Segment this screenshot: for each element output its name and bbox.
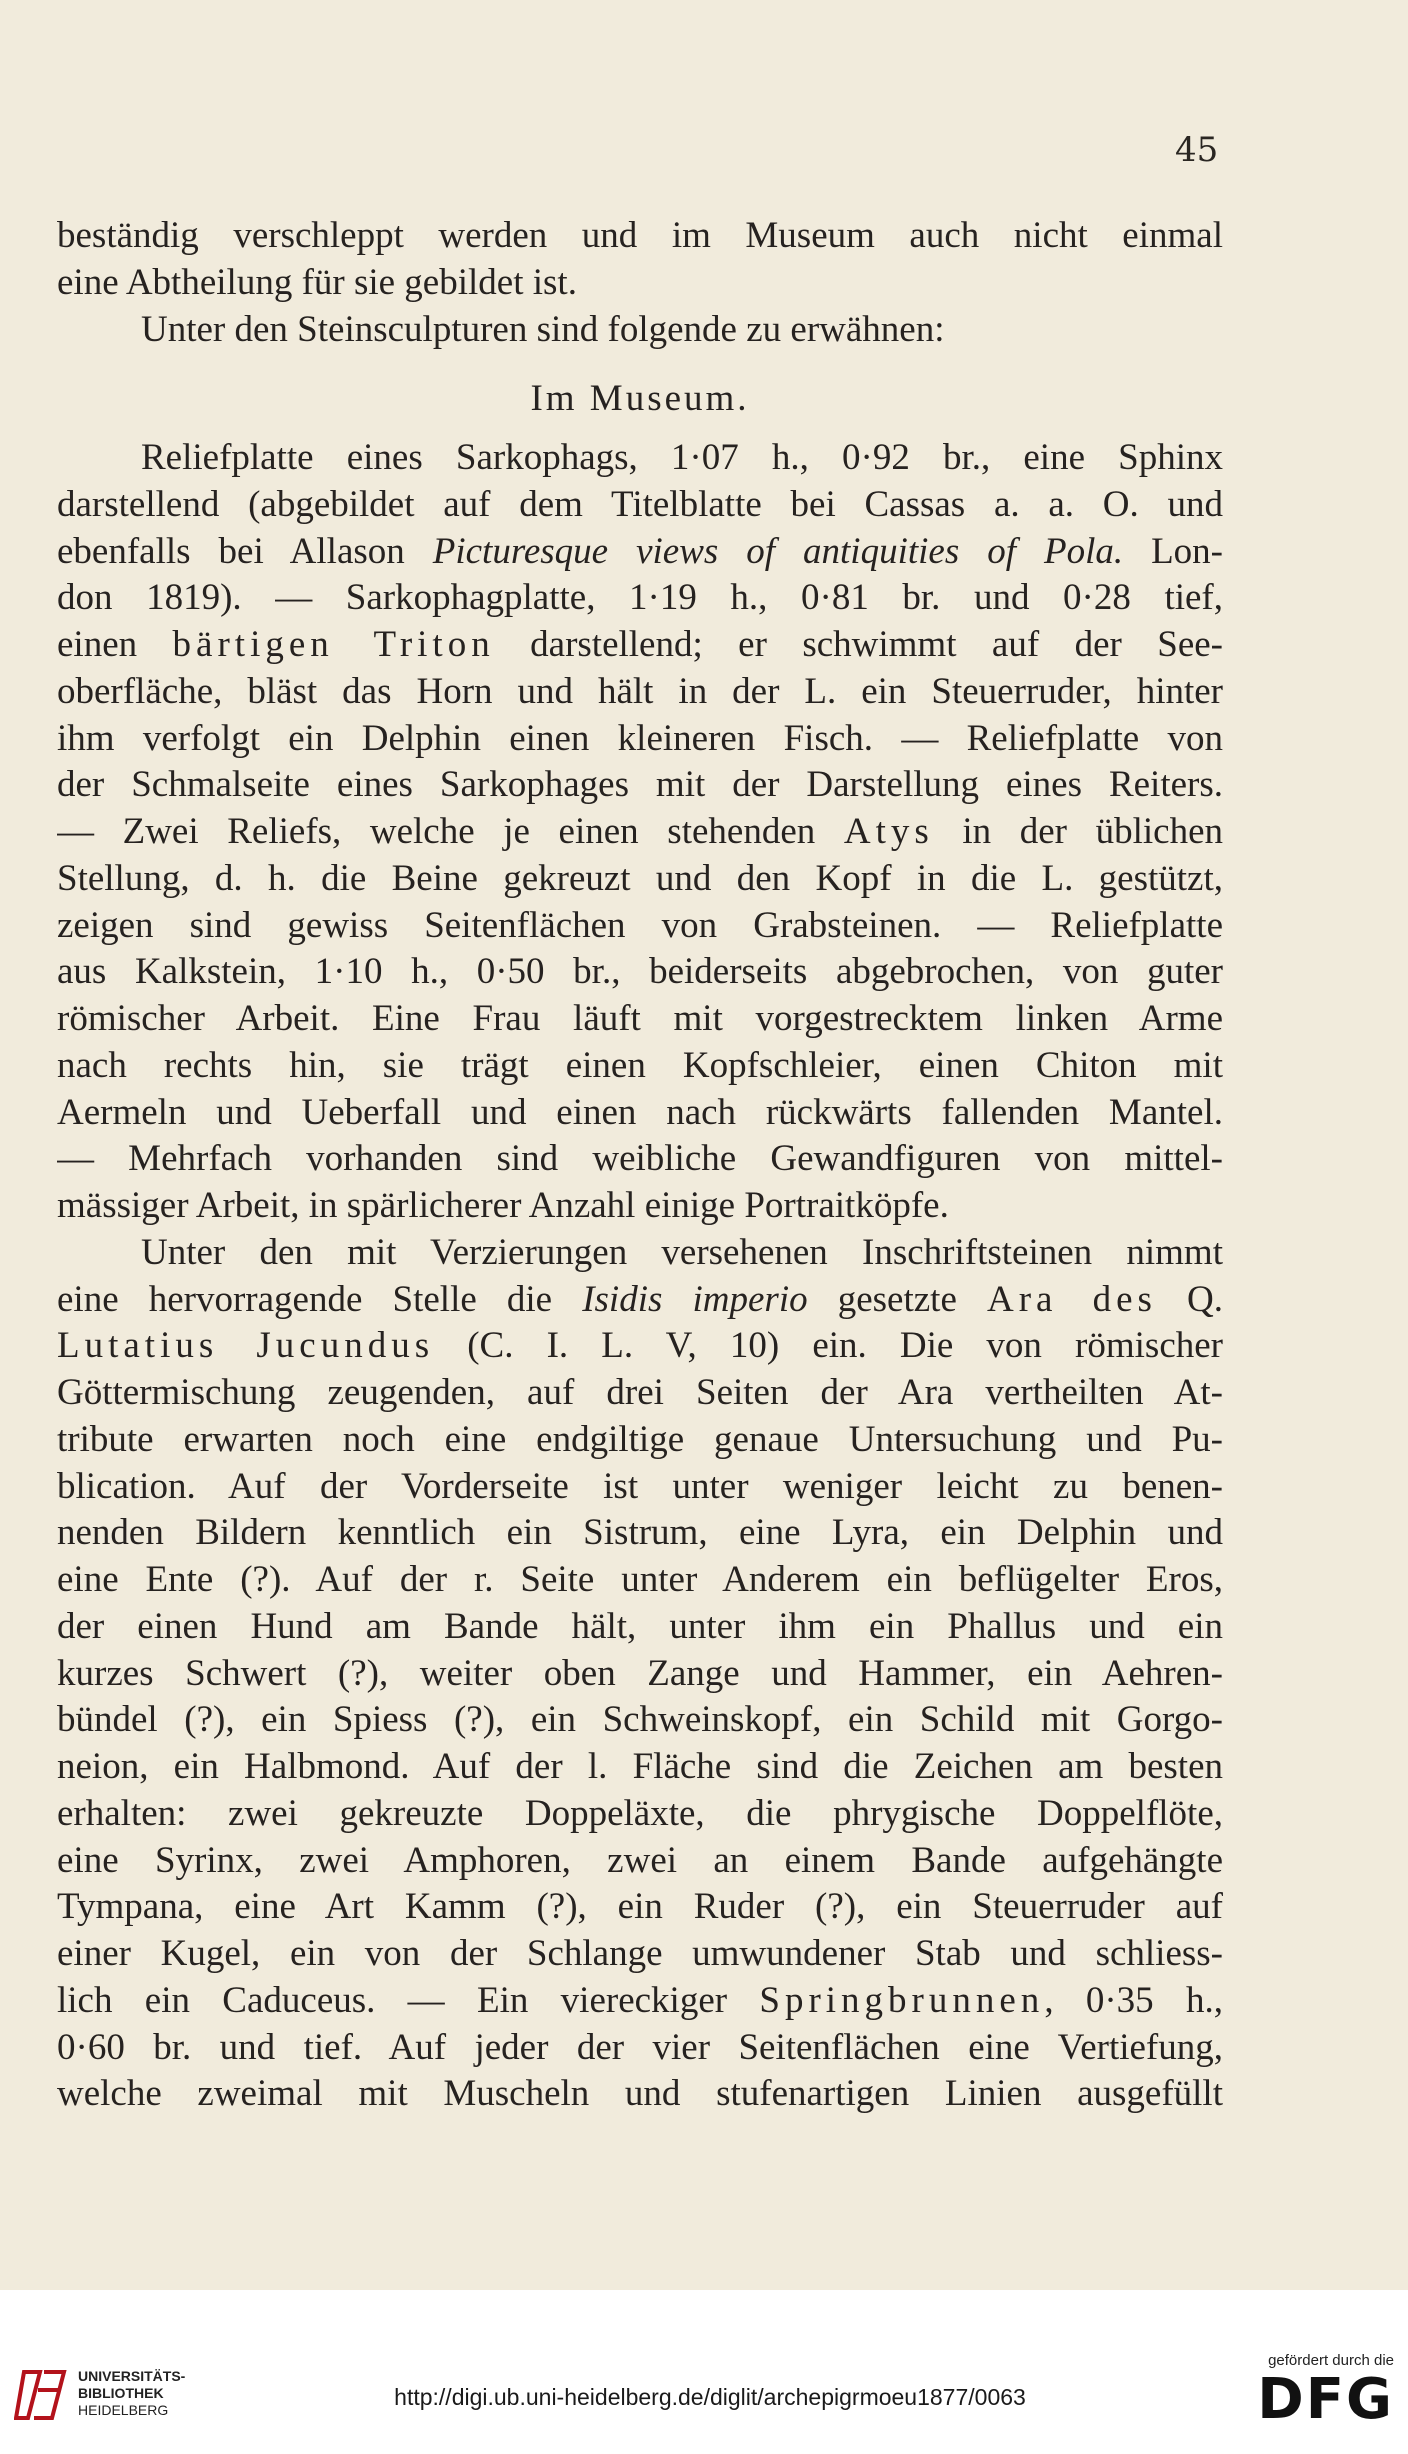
text-line [57,622,1223,669]
library-name [78,2368,185,2419]
dfg-logo: DFG [1257,2367,1394,2432]
text-line: Unter den mit Verzierungen versehenen Inschriftsteinen nimmt [141,1231,1223,1273]
page-number: 45 [1175,130,1219,170]
text-line: Göttermischung zeugenden, auf drei Seiten der Ara vertheilten At- [57,1372,1223,1413]
text-line: mässiger Arbeit, in spärlicherer Anzahl einige Portraitköpfe. [57,1185,949,1226]
text-line: Stellung, d. h. die Beine gekreuzt und den Kopf in die L. gestützt, [57,857,1223,899]
text-line: welche zweimal mit Muscheln und stufenartigen Linien ausgefüllt [57,2073,1223,2115]
text-fragment: , 0·35 h., [1044,1979,1223,2021]
text-line: erhalten: zwei gekreuzte Doppeläxte, die phrygische Doppelflöte, [57,1792,1223,1834]
italic-title: Picturesque views of antiquities of Pola. [432,530,1124,572]
spaced-text: bärtigen Triton [172,624,495,665]
university-library-logo[interactable] [14,2358,224,2438]
italic-phrase: Isidis imperio [582,1278,808,1320]
library-emblem-icon [14,2364,70,2426]
body-text [57,213,1223,2118]
text-line: Unter den Steinsculpturen sind folgende zu erwähnen: [141,308,945,350]
text-fragment: in der üblichen [933,811,1223,852]
text-line: Aermeln und Ueberfall und einen nach rückwärts fallenden Mantel. [57,1091,1223,1133]
text-line: Reliefplatte eines Sarkophags, 1·07 h., 0·92 br., eine Sphinx [141,437,1223,478]
text-line: der Schmalseite eines Sarkophages mit der Darstellung eines Reiters. [57,764,1223,806]
spaced-text: Springbrunnen [759,1979,1045,2021]
spacer [57,423,1223,435]
text-line: der einen Hund am Bande hält, unter ihm ein Phallus und ein [57,1605,1223,1647]
text-fragment: — Zwei Reliefs, welche je einen stehenden [57,811,844,852]
text-line: einer Kugel, ein von der Schlange umwundener Stab und schliess- [57,1933,1223,1974]
text-line: neion, ein Halbmond. Auf der l. Fläche sind die Zeichen am besten [57,1746,1223,1787]
page-url-link[interactable]: http://digi.ub.uni-heidelberg.de/diglit/archepigrmoeu1877/0063 [394,2384,1026,2410]
text-line: nach rechts hin, sie trägt einen Kopfschleier, einen Chiton mit [57,1044,1223,1086]
text-line [57,809,1223,856]
text-line: aus Kalkstein, 1·10 h., 0·50 br., beiderseits abgebrochen, von guter [57,951,1223,993]
text-line [57,1978,1223,2025]
text-line: römischer Arbeit. Eine Frau läuft mit vorgestrecktem linken Arme [57,998,1223,1039]
text-line: bündel (?), ein Spiess (?), ein Schweinskopf, ein Schild mit Gorgo- [57,1699,1223,1741]
library-name-line: UNIVERSITÄTS- [78,2368,186,2384]
text-line [57,1277,1223,1324]
text-line: eine Abtheilung für sie gebildet ist. [57,261,577,303]
text-line: kurzes Schwert (?), weiter oben Zange und Hammer, ein Aehren- [57,1652,1223,1694]
text-line: blication. Auf der Vorderseite ist unter weniger leicht zu benen- [57,1465,1223,1507]
text-line [57,529,1223,576]
text-line: tribute erwarten noch eine endgiltige genaue Untersuchung und Pu- [57,1418,1223,1460]
text-fragment: Lon- [1123,530,1223,572]
text-line: beständig verschleppt werden und im Museum auch nicht einmal [57,215,1223,256]
sponsor-caption: gefördert durch die [1268,2352,1394,2369]
text-line: 0·60 br. und tief. Auf jeder der vier Seitenflächen eine Vertiefung, [57,2026,1223,2068]
text-line: zeigen sind gewiss Seitenflächen von Grabsteinen. — Reliefplatte [57,904,1223,946]
dfg-sponsor[interactable] [1234,2352,1394,2448]
spacer [57,353,1223,376]
text-line: — Mehrfach vorhanden sind weibliche Gewandfiguren von mittel- [57,1138,1223,1180]
text-fragment: gesetzte [807,1278,987,1320]
library-name-line: BIBLIOTHEK [78,2385,164,2401]
text-fragment: ebenfalls bei Allason [57,530,433,572]
text-fragment: (C. I. L. V, 10) ein. Die von römischer [434,1325,1223,1367]
text-fragment: eine hervorragende Stelle die [57,1278,583,1320]
text-fragment: darstellend; er schwimmt auf der See- [494,624,1223,665]
text-line: Tympana, eine Art Kamm (?), ein Ruder (?), ein Steuerruder auf [57,1886,1223,1928]
text-line: don 1819). — Sarkophagplatte, 1·19 h., 0·81 br. und 0·28 tief, [57,577,1223,619]
library-name-line: HEIDELBERG [78,2402,169,2418]
text-fragment: Q. [1156,1278,1223,1320]
spaced-text: Atys [843,811,934,852]
text-fragment: lich ein Caduceus. — Ein viereckiger [57,1979,760,2021]
spaced-text: Ara des [987,1278,1157,1320]
spaced-text: Lutatius Jucundus [57,1325,435,1367]
section-heading: Im Museum. [530,378,750,420]
text-line: darstellend (abgebildet auf dem Titelblatte bei Cassas a. a. O. und [57,483,1223,525]
text-line: nenden Bildern kenntlich ein Sistrum, eine Lyra, ein Delphin und [57,1512,1223,1554]
text-line: ihm verfolgt ein Delphin einen kleineren Fisch. — Reliefplatte von [57,717,1223,759]
text-line: eine Syrinx, zwei Amphoren, zwei an einem Bande aufgehängte [57,1839,1223,1881]
text-line: oberfläche, bläst das Horn und hält in der L. ein Steuerruder, hinter [57,670,1223,712]
text-line [57,1323,1223,1370]
text-fragment: einen [57,624,173,665]
text-line: eine Ente (?). Auf der r. Seite unter Anderem ein beflügelter Eros, [57,1559,1223,1600]
